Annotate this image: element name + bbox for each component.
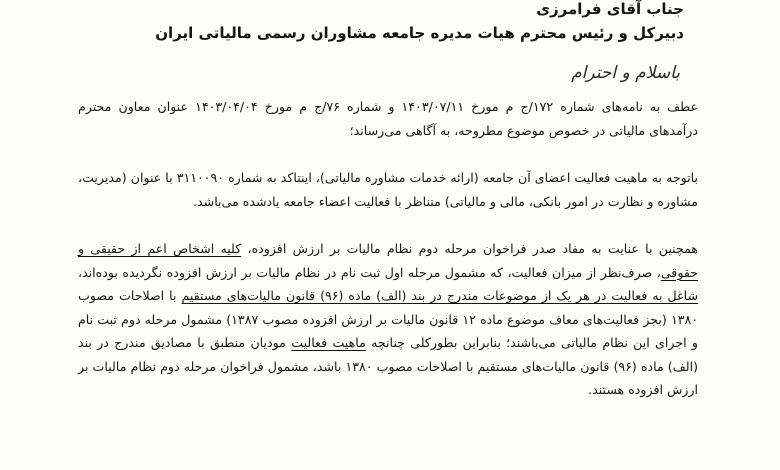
- recipient-title: دبیرکل و رئیس محترم هیات مدیره جامعه مشاوران رسمی مالیاتی ایران: [155, 24, 684, 42]
- text-segment: مودیان منطبق با مصادیق مندرج در بند (الف) ماده (۹۶) قانون مالیات‌های مستقیم با اصلاحات مصوب ۱۳۸۰ باشد، مشمول فراخوان مرحله دوم نظام مالیات بر ارزش افزوده هستند.: [78, 335, 698, 397]
- recipient-name: جناب آقای فرامرزی: [536, 0, 684, 18]
- underlined-phrase-persons: کلیه اشخاص اعم از حقیقی و حقوقی: [78, 241, 698, 280]
- underlined-phrase-activity-nature: ماهیت فعالیت: [291, 335, 366, 350]
- text-segment: با اصلاحات مصوب ۱۳۸۰ (بجز فعالیت‌های معاف موضوع ماده ۱۲ قانون مالیات بر ارزش افزوده مصوب ۱۳۸۷) مشمول مرحله دوم ثبت نام و اجرای این نظام مالیاتی می‌باشند؛ بنابراین بطورکلی چنانچه: [78, 288, 699, 350]
- paragraph-activity-code: باتوجه به ماهیت فعالیت اعضای آن جامعه (ارائه خدمات مشاوره مالیاتی)، اینتاکد به شماره ۳۱۱۰۰۹۰ با عنوان (مدیریت، مشاوره و نظارت در امور بانکی، مالی و مالیاتی) متناظر با فعالیت اعضاء جامعه یادشده می‌باشد.: [78, 170, 698, 209]
- handwritten-salutation: باسلام و احترام: [571, 63, 680, 83]
- text-segment: همچنین با عنایت به مفاد صدر فراخوان مرحله دوم نظام مالیات بر ارزش افزوده،: [241, 241, 698, 256]
- underlined-phrase-article-96: شاغل به فعالیت در هر یک از موضوعات مندرج در بند (الف) ماده (۹۶) قانون مالیات‌های مستقیم: [181, 288, 699, 303]
- text-segment: ، صرف‌نظر از میزان فعالیت، که مشمول مرحله اول ثبت نام در نظام مالیات بر ارزش افزوده نگردیده بوده‌اند،: [78, 264, 661, 280]
- paragraph-reference: عطف به نامه‌های شماره ۱۷۲/ج م مورخ ۱۴۰۳/۰۷/۱۱ و شماره ۷۶/ج م مورخ ۱۴۰۳/۰۴/۰۴ عنوان معاون محترم درآمدهای مالیاتی در خصوص موضوع مطروحه، به آگاهی می‌رساند؛: [78, 99, 698, 138]
- paragraph-second-phase: [78, 237, 698, 402]
